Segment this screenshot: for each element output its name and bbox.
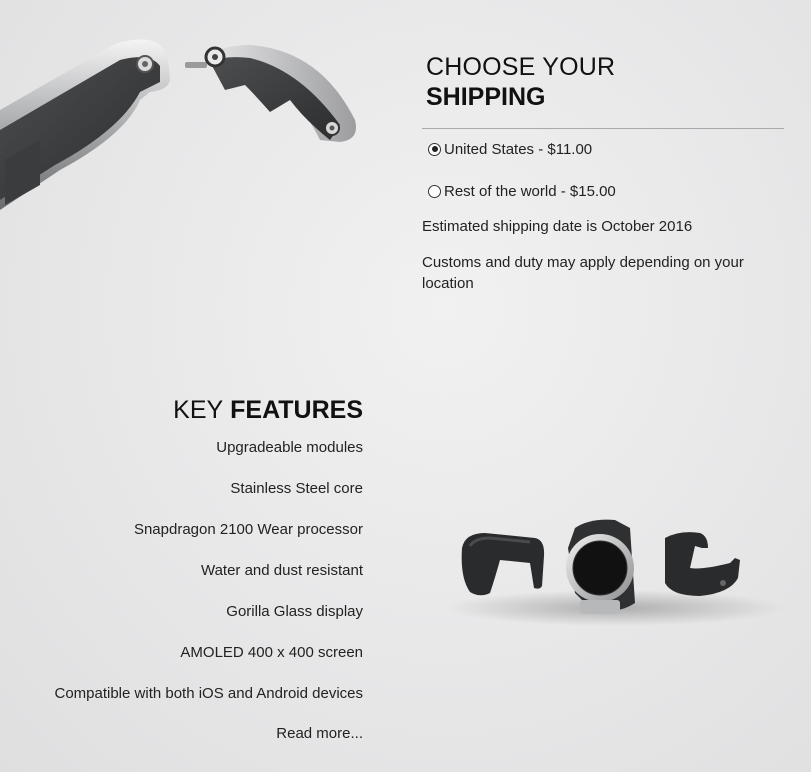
shipping-option-world-label[interactable]: Rest of the world - $15.00: [444, 182, 616, 200]
features-section: [30, 394, 363, 743]
read-more-link[interactable]: Read more...: [276, 725, 363, 742]
shipping-option-world[interactable]: [422, 181, 784, 201]
shipping-title-line2: SHIPPING: [426, 83, 546, 111]
watch-strap-module-icon: [0, 0, 380, 220]
customs-note: Customs and duty may apply depending on your location: [422, 254, 744, 292]
shipping-option-us[interactable]: [422, 139, 784, 159]
shipping-divider: [422, 128, 784, 129]
feature-item: Gorilla Glass display: [226, 603, 363, 620]
feature-item: Upgradeable modules: [216, 439, 363, 456]
radio-us[interactable]: [428, 143, 441, 156]
shipping-section: [422, 52, 784, 294]
feature-item: Water and dust resistant: [200, 562, 363, 579]
feature-item: Stainless Steel core: [230, 480, 363, 497]
features-title: [30, 394, 363, 426]
modular-watch-icon: [440, 508, 785, 633]
shipping-title-line1: CHOOSE YOUR: [426, 53, 616, 81]
radio-world[interactable]: [428, 185, 441, 198]
feature-item: AMOLED 400 x 400 screen: [180, 644, 363, 661]
estimated-shipping-date: Estimated shipping date is October 2016: [422, 218, 693, 235]
shipping-option-us-label[interactable]: United States - $11.00: [444, 140, 593, 158]
features-title-light: KEY: [173, 396, 224, 424]
features-title-bold: FEATURES: [230, 396, 363, 424]
feature-item: Snapdragon 2100 Wear processor: [133, 521, 363, 538]
shipping-title: [422, 52, 784, 112]
feature-item: Compatible with both iOS and Android devices: [54, 685, 363, 702]
